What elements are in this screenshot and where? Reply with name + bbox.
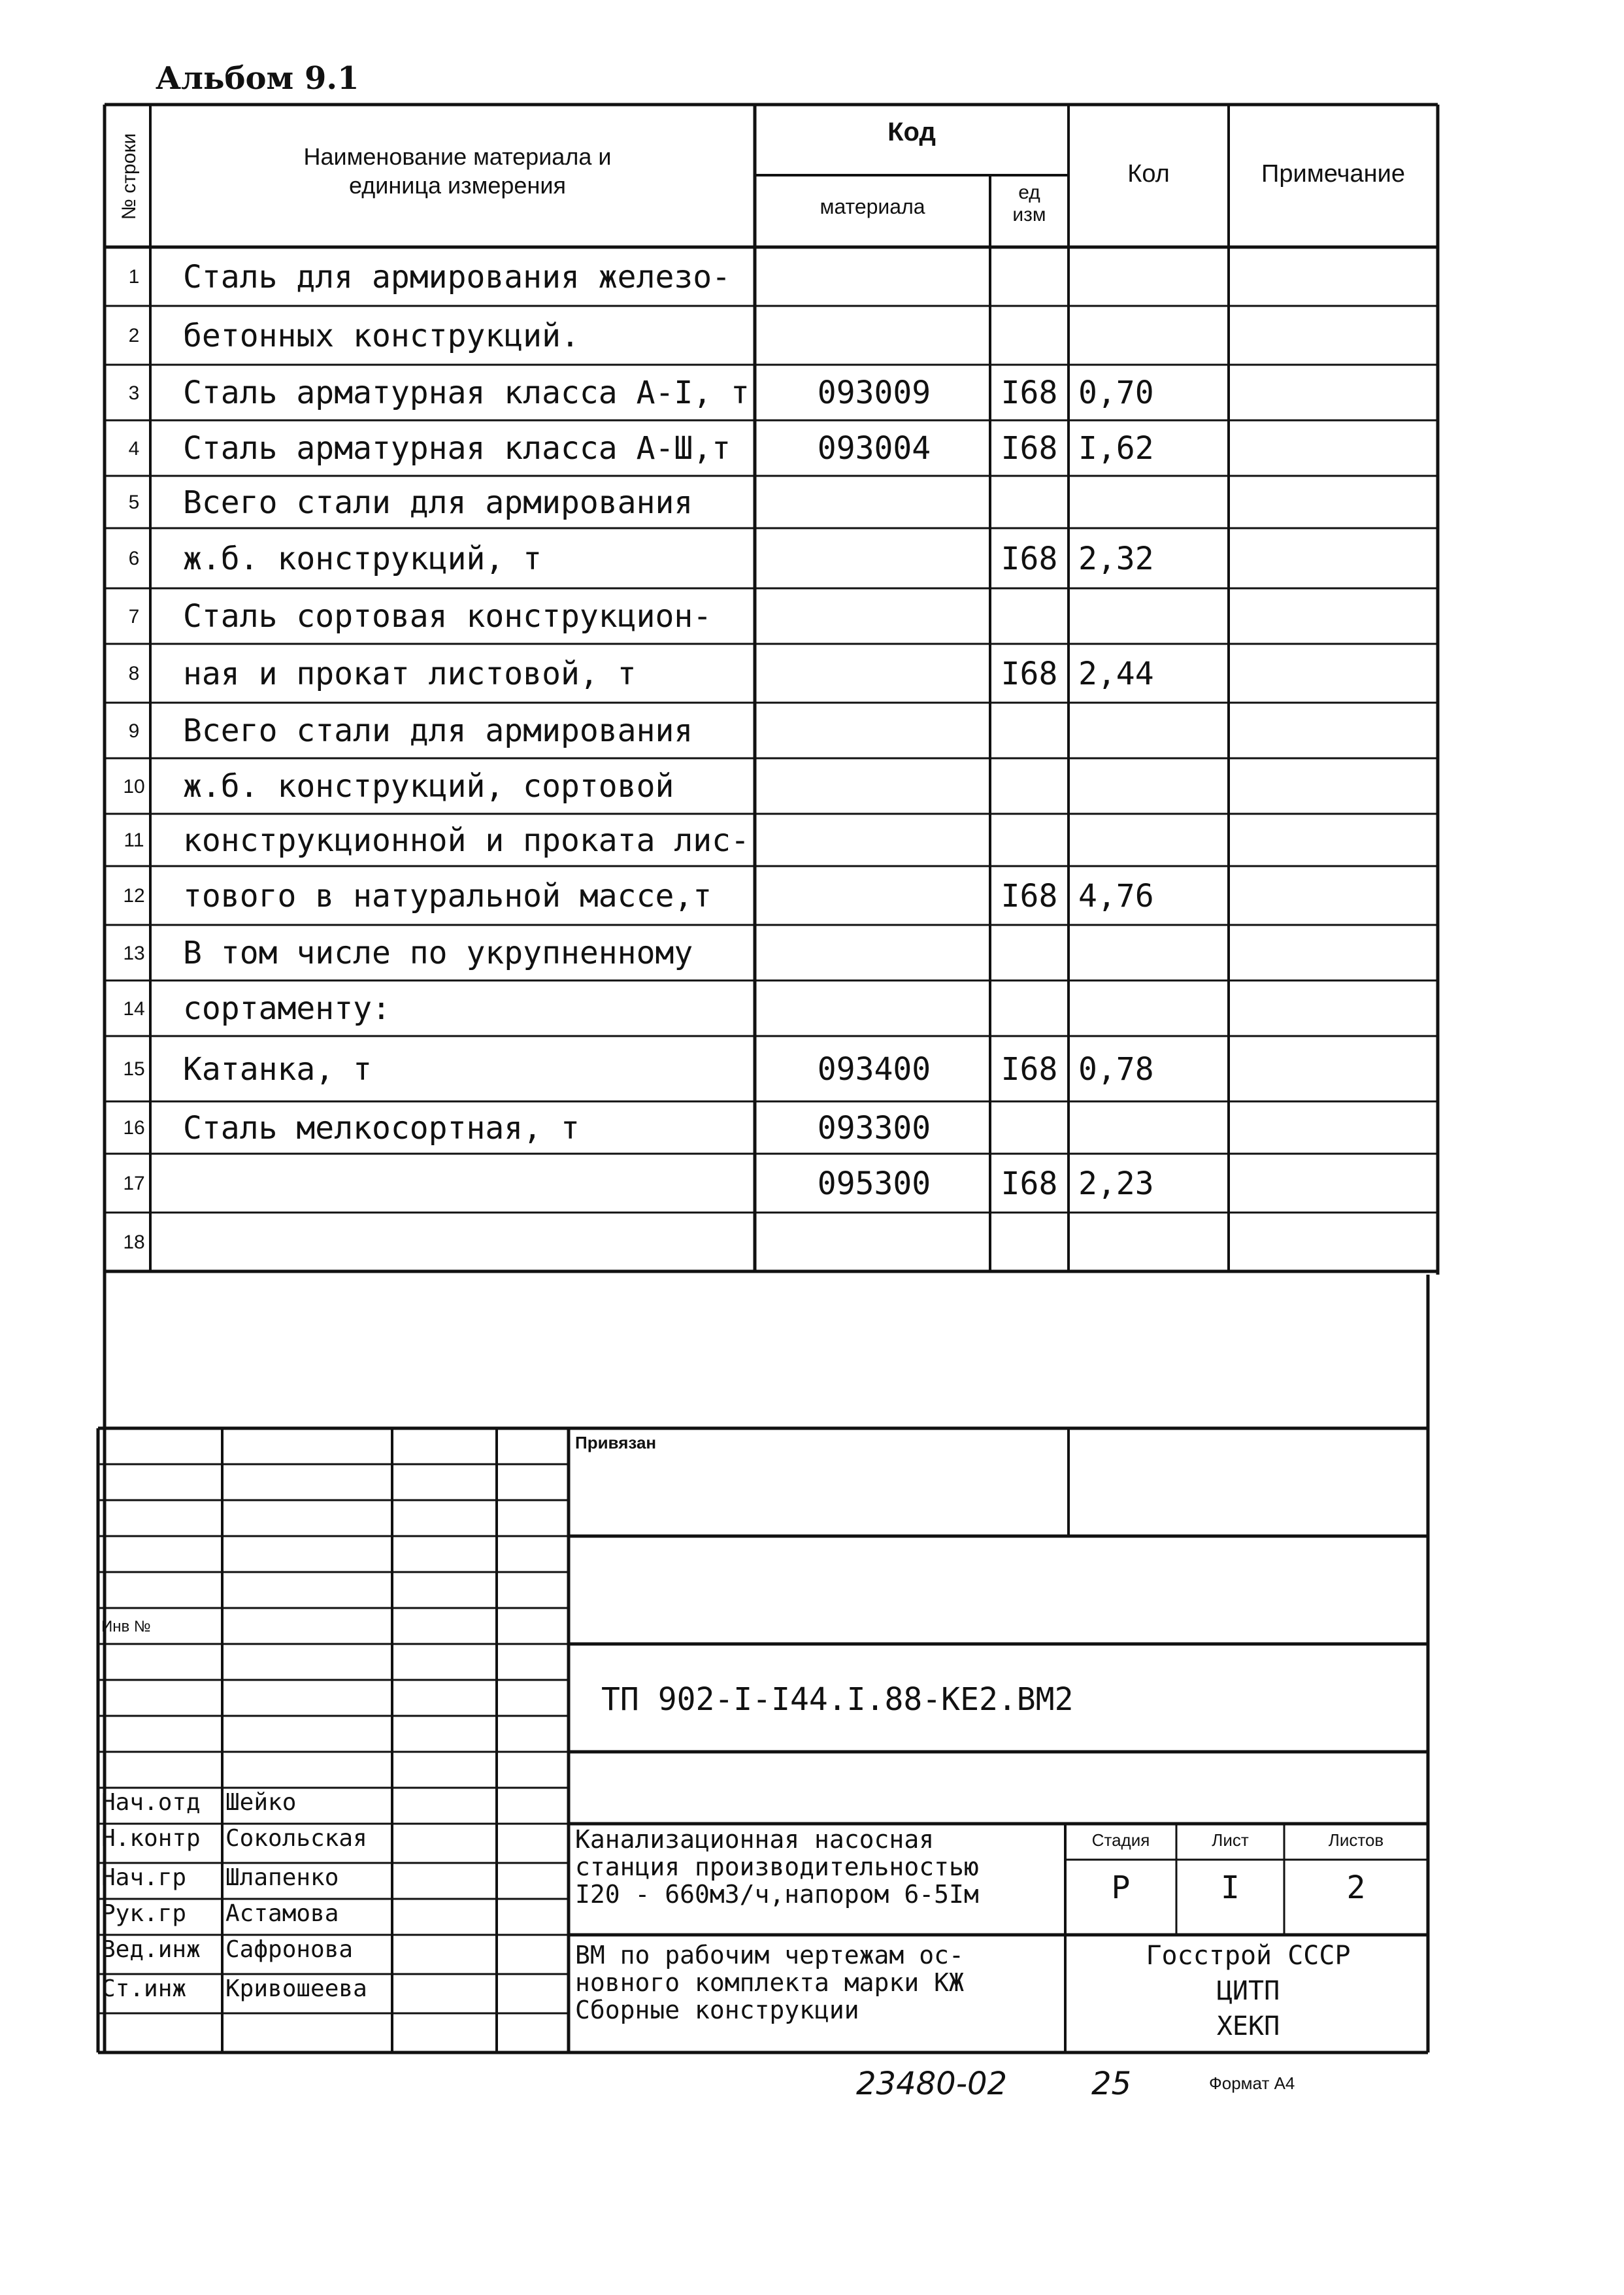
row-material-name: бетонных конструкций. — [183, 318, 580, 354]
signer-role: Н.контр — [101, 1825, 201, 1852]
row-quantity: I,62 — [1078, 430, 1154, 467]
row-number: 10 — [123, 776, 145, 797]
row-material-code: 093004 — [817, 430, 931, 467]
header-name — [163, 142, 752, 200]
footer-page: 25 — [1091, 2066, 1132, 2102]
row-quantity: 2,44 — [1078, 656, 1154, 692]
row-unit-code: I68 — [1001, 1165, 1058, 1202]
project-subtitle — [575, 1941, 964, 2024]
row-quantity: 2,23 — [1078, 1165, 1154, 1202]
row-material-name: конструкционной и проката лис- — [183, 822, 750, 859]
row-unit-code — [990, 815, 1069, 866]
header-material: материала — [820, 195, 925, 218]
header-name-line-2: единица измерения — [349, 172, 566, 199]
signer-role: Ст.инж — [101, 1975, 187, 2002]
signer-role: Рук.гр — [101, 1900, 187, 1927]
signer-name: Кривошеева — [225, 1975, 367, 2002]
header-unit-line-1: ед — [1018, 182, 1040, 203]
sheets-value: 2 — [1346, 1869, 1366, 1906]
row-quantity — [1078, 1214, 1225, 1271]
row-quantity — [1078, 590, 1225, 644]
row-material-name: Сталь сортовая конструкцион- — [183, 598, 712, 635]
signer-name: Сафронова — [225, 1936, 354, 1963]
row-unit-code: I68 — [1001, 375, 1058, 411]
header-row-number: № строки — [118, 133, 140, 220]
project-title — [575, 1826, 979, 1908]
row-unit-code: I68 — [1001, 430, 1058, 467]
organization-line-2: ЦИТП — [1216, 1976, 1280, 2006]
row-number: 2 — [128, 325, 140, 346]
signer-role: Нач.гр — [101, 1864, 187, 1891]
header-name-line-1: Наименование материала и — [303, 143, 612, 170]
sheet-label: Лист — [1212, 1830, 1249, 1850]
row-material-name: тового в натуральной массе,т — [183, 878, 712, 914]
row-material-code — [758, 590, 990, 644]
document-code: ТП 902-I-I44.I.88-КЕ2.ВМ2 — [601, 1681, 1074, 1718]
row-number: 18 — [123, 1231, 145, 1253]
row-material-code — [758, 867, 990, 925]
row-material-code — [758, 248, 990, 306]
organization-line-1: Госстрой СССР — [1146, 1941, 1351, 1971]
row-number: 3 — [128, 382, 140, 404]
row-material-code: 095300 — [817, 1165, 931, 1202]
row-number: 13 — [123, 943, 145, 964]
row-unit-code — [990, 307, 1069, 365]
footer-number: 23480-02 — [856, 2066, 1008, 2102]
row-material-name: В том числе по укрупненному — [183, 935, 693, 971]
album-label: Альбом 9.1 — [156, 60, 359, 97]
organization-line-3: ХЕКП — [1216, 2011, 1280, 2041]
row-unit-code — [990, 248, 1069, 306]
project-title-line-3: I20 - 660м3/ч,напором 6-5Iм — [575, 1880, 979, 1909]
row-unit-code — [990, 477, 1069, 528]
signer-name: Астамова — [225, 1900, 339, 1927]
row-quantity — [1078, 1103, 1225, 1154]
header-qty: Кол — [1127, 160, 1170, 188]
row-number: 5 — [128, 492, 140, 513]
row-material-name: ж.б. конструкций, сортовой — [183, 768, 674, 805]
signer-name: Шлапенко — [225, 1864, 339, 1891]
inventory-label: Инв № — [101, 1618, 151, 1635]
row-material-name: сортаменту: — [183, 990, 391, 1027]
row-unit-code — [990, 704, 1069, 758]
row-number: 12 — [123, 885, 145, 907]
row-quantity: 0,70 — [1078, 375, 1154, 411]
stage-value: Р — [1111, 1869, 1131, 1906]
row-material-code — [758, 307, 990, 365]
project-subtitle-line-2: новного комплекта марки КЖ — [575, 1968, 964, 1997]
row-material-name — [183, 1214, 752, 1271]
row-material-name: ж.б. конструкций, т — [183, 541, 542, 577]
row-unit-code — [990, 590, 1069, 644]
row-unit-code: I68 — [1001, 541, 1058, 577]
row-unit-code — [990, 1214, 1069, 1271]
row-number: 8 — [128, 663, 140, 684]
project-title-line-1: Канализационная насосная — [575, 1825, 935, 1854]
row-unit-code: I68 — [1001, 1051, 1058, 1088]
footer-format: Формат А4 — [1209, 2073, 1295, 2093]
header-note: Примечание — [1261, 160, 1405, 188]
organization — [1072, 1938, 1425, 2044]
row-quantity — [1078, 704, 1225, 758]
row-number: 7 — [128, 606, 140, 628]
bound-label: Привязан — [575, 1433, 657, 1452]
row-material-code — [758, 477, 990, 528]
signer-name: Шейко — [225, 1789, 297, 1816]
row-unit-code — [990, 926, 1069, 980]
row-material-code — [758, 704, 990, 758]
row-unit-code — [990, 982, 1069, 1036]
row-material-name: Сталь арматурная класса А-Ш,т — [183, 430, 731, 467]
row-material-name: Сталь арматурная класса А-I, т — [183, 375, 750, 411]
row-material-code — [758, 926, 990, 980]
project-subtitle-line-3: Сборные конструкции — [575, 1996, 859, 2024]
row-material-code — [758, 760, 990, 814]
row-number: 1 — [128, 266, 140, 288]
row-quantity — [1078, 477, 1225, 528]
row-number: 9 — [128, 720, 140, 742]
row-material-code: 093009 — [817, 375, 931, 411]
row-material-code — [758, 645, 990, 703]
row-quantity — [1078, 926, 1225, 980]
sheet-value: I — [1221, 1869, 1240, 1906]
row-material-name: Всего стали для армирования — [183, 712, 693, 749]
signer-role: Вед.инж — [101, 1936, 201, 1963]
row-quantity: 4,76 — [1078, 878, 1154, 914]
row-number: 4 — [128, 438, 140, 460]
row-material-code — [758, 815, 990, 866]
row-material-code: 093400 — [817, 1051, 931, 1088]
row-material-name: ная и прокат листовой, т — [183, 656, 637, 692]
row-unit-code — [990, 1103, 1069, 1154]
row-quantity — [1078, 760, 1225, 814]
row-number: 15 — [123, 1058, 145, 1080]
header-unit — [990, 182, 1069, 226]
project-subtitle-line-1: ВМ по рабочим чертежам ос- — [575, 1941, 964, 1969]
row-number: 14 — [123, 998, 145, 1020]
signer-name: Сокольская — [225, 1825, 367, 1852]
row-material-code: 093300 — [817, 1110, 931, 1147]
row-quantity: 2,32 — [1078, 541, 1154, 577]
row-unit-code: I68 — [1001, 656, 1058, 692]
row-quantity — [1078, 815, 1225, 866]
header-unit-line-2: изм — [1012, 204, 1046, 226]
row-quantity — [1078, 982, 1225, 1036]
row-number: 16 — [123, 1117, 145, 1139]
row-material-name: Сталь для армирования железо- — [183, 259, 731, 295]
row-unit-code — [990, 760, 1069, 814]
stage-label: Стадия — [1091, 1830, 1150, 1850]
row-number: 17 — [123, 1173, 145, 1194]
sheets-label: Листов — [1328, 1830, 1384, 1850]
project-title-line-2: станция производительностью — [575, 1852, 979, 1881]
row-quantity — [1078, 307, 1225, 365]
row-material-name: Катанка, т — [183, 1051, 372, 1088]
row-unit-code: I68 — [1001, 878, 1058, 914]
row-material-code — [758, 529, 990, 588]
row-number: 11 — [124, 829, 144, 851]
row-quantity — [1078, 248, 1225, 306]
row-material-name — [183, 1155, 752, 1213]
row-quantity: 0,78 — [1078, 1051, 1154, 1088]
row-material-name: Всего стали для армирования — [183, 484, 693, 521]
row-material-name: Сталь мелкосортная, т — [183, 1110, 580, 1147]
signer-role: Нач.отд — [101, 1789, 201, 1816]
row-material-code — [758, 1214, 990, 1271]
header-code: Код — [887, 118, 936, 146]
row-material-code — [758, 982, 990, 1036]
row-number: 6 — [128, 548, 140, 569]
